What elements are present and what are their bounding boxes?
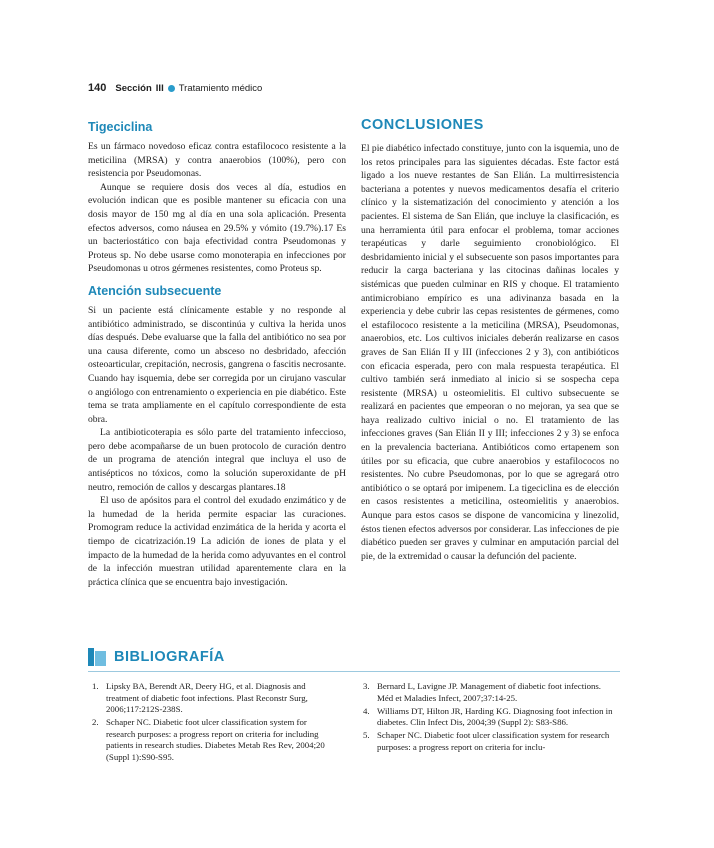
reference-item — [363, 730, 619, 753]
tigeciclina-paragraph-2: Aunque se requiere dosis dos veces al día, estudios en evolución indican que es posible mantener su eficacia con una dosis mayor de 150 mg al día en una sola aplicación. Presenta efectos adversos, como náusea en 29.5% y vómito (19.7%).17 Es un bacteriostático con baja efectividad contra Pseudomonas y Proteus sp. No debe usarse como monoterapia en infecciones por Pseudomonas u otros gérmenes resistentes, como Proteus sp. — [88, 181, 346, 275]
section-label: Sección — [115, 82, 152, 94]
reference-number: 3. — [363, 681, 370, 691]
reference-number: 2. — [92, 717, 99, 728]
reference-item — [92, 717, 338, 763]
reference-list-right — [363, 681, 619, 755]
reference-number: 1. — [92, 681, 99, 691]
reference-item — [363, 706, 619, 729]
tigeciclina-paragraph-1: Es un fármaco novedoso eficaz contra estafilococo resistente a la meticilina (MRSA) y contra anaerobios (100%), pero con resistencia por Pseudomonas. — [88, 141, 346, 180]
reference-item — [92, 681, 338, 716]
reference-list-left — [92, 681, 338, 765]
reference-text: Schaper NC. Diabetic foot ulcer classification system for research purposes: a progress report on criteria for inclu- — [377, 730, 610, 752]
bibliografia-divider — [88, 671, 620, 672]
atencion-paragraph-2: La antibioticoterapia es sólo parte del tratamiento infeccioso, pero debe acompañarse de un buen protocolo de curación dentro de un programa de atención integral que incluya el uso de antisépticos no tóxicos, como la solución superoxidante de pH neutro, remoción de callos y descargas plantares.18 — [88, 427, 346, 493]
atencion-paragraph-3: El uso de apósitos para el control del exudado enzimático y de la humedad de la herida permite espaciar las curaciones. Promogram reduce la actividad enzimática de la herida y acorta el tiempo de cicatrización.19 La adición de iones de plata y el impacto de la humedad de la herida como adyuvantes en el control de la infección muestran utilidad aparentemente clara en la práctica clínica que se encuentra bajo investigación. — [88, 495, 346, 588]
bibliografia-header — [88, 648, 225, 666]
conclusiones-paragraph: El pie diabético infectado constituye, junto con la isquemia, uno de los retos principales para las siguientes décadas. Este factor está ligado a los nueve restantes de San Elián. La multirresistencia bacteriana a potentes y nuevos medicamentos desafía el criterio clínico y la sistematización del conocimiento y atención a los pacientes. El sistema de San Elián, que incluye la clasificación, es una herramienta útil para enfocar el problema, tomar acciones terapéuticas y darle seguimiento cronobiológico. El desbridamiento inicial y el subsecuente son pasos importantes para reducir la carga bacteriana y las citocinas dañinas locales y sistémicas que pueden culminar en RIS y choque. El tratamiento antimicrobiano empírico es una adivinanza basada en la experiencia y debe cubrir las cepas resistentes de gérmenes, como el estafilococo resistente a la meticilina (MRSA), Pseudomonas, anaerobios, etc. Los cultivos iniciales deberán realizarse en casos graves de San Elián II y III (infecciones 2 y 3), con antibióticos con eficacia esperada, pero con mala respuesta terapéutica. El cultivo también será inmediato al inicio si se sospecha cepa resistente (MRSA) u osteomielitis. El cultivo subsecuente se realizará en pacientes que empeoran o no mejoran, ya sea que se haya realizado cultivo inicial o no. El tratamiento de las infecciones graves (San Elián II y III; infecciones 2 y 3) se enfoca en la prevalencia bacteriana. Antibióticos como ertapenem son útiles por su eficacia, que cubre anaerobios y estafilococos no resistentes. No cubre Pseudomonas, por lo que se agregará otro antibiótico o se optará por imipenem. La tigeciclina es de elección en casos resistentes a meticilina, osteomielitis y anaerobios. Aunque para estos casos se dispone de vancomicina y linezolid, éstos tienen efectos adversos por considerar. Las infecciones de pie diabético pueden ser graves y culminar en amputación parcial del pie, de la extremidad o causar la defunción del paciente. — [361, 143, 619, 562]
page-number: 140 — [88, 82, 107, 94]
right-column — [361, 117, 619, 563]
bullet-dot-icon — [168, 85, 175, 92]
atencion-heading: Atención subsecuente — [88, 283, 222, 298]
book-icon — [88, 648, 106, 666]
reference-text: Schaper NC. Diabetic foot ulcer classification system for research purposes: a progress report on criteria for including patients in research studies. Diabetes Metab Res Rev, 2004;20 (Suppl 1):S90-S95. — [106, 717, 325, 763]
conclusiones-heading: CONCLUSIONES — [361, 117, 484, 133]
atencion-paragraph-1: Si un paciente está clínicamente estable y no responde al antibiótico administrado, se discontinúa y cultiva la herida unos días después. Debe evaluarse que la falla del antibiótico no sea por una causa diferente, como un absceso no desbridado, afección osteoarticular, crepitación, necrosis, gangrena o fascitis necrosante. Cuando hay isquemia, debe ser corregida por un cirujano vascular o angiólogo con entrenamiento o experiencia en pie diabético. Este tema se trata ampliamente en el capítulo correspondiente de esta obra. — [88, 304, 347, 425]
reference-text: Bernard L, Lavigne JP. Management of diabetic foot infections. Méd et Maladies Infect, 2007;37:14-25. — [377, 681, 602, 703]
reference-text: Williams DT, Hilton JR, Harding KG. Diagnosing foot infection in diabetes. Clin Infect Dis, 2004;39 (Suppl 2): S83-S86. — [377, 705, 613, 728]
section-title: Tratamiento médico — [178, 82, 263, 94]
section-number: III — [155, 82, 164, 94]
tigeciclina-heading: Tigeciclina — [88, 120, 153, 134]
reference-item — [363, 681, 619, 704]
bibliografia-heading: BIBLIOGRAFÍA — [114, 649, 225, 665]
reference-text: Lipsky BA, Berendt AR, Deery HG, et al. Diagnosis and treatment of diabetic foot infections. Plast Reconstr Surg, 2006;117:212S-238S. — [106, 681, 308, 715]
left-column — [88, 120, 346, 589]
reference-number: 4. — [363, 705, 370, 716]
running-header — [88, 81, 262, 95]
reference-number: 5. — [363, 730, 370, 741]
